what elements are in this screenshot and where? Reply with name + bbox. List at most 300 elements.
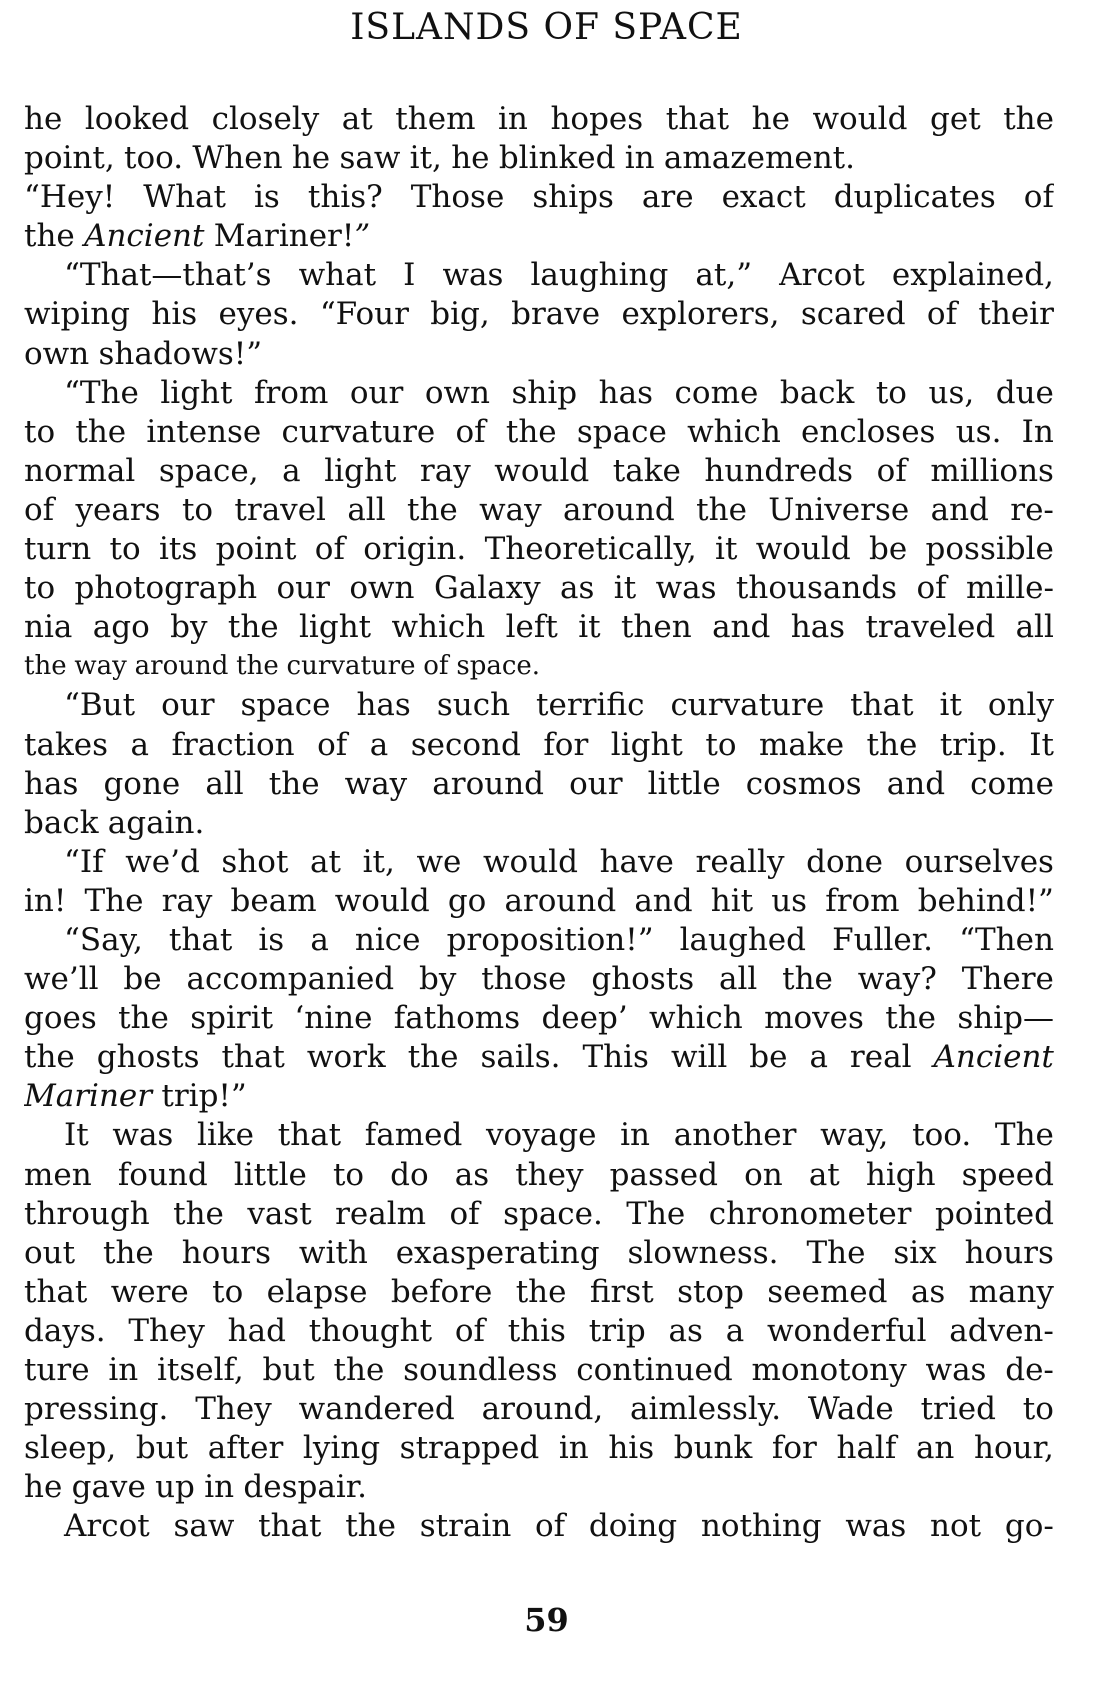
word: the [505, 413, 557, 450]
word: behind!” [917, 882, 1054, 919]
word: in [204, 1469, 235, 1506]
word: has [790, 609, 846, 646]
text-line [24, 1507, 1054, 1546]
word: origin. [363, 531, 467, 568]
word: beam [230, 882, 317, 919]
word: light [610, 726, 683, 763]
word: hit [710, 882, 754, 919]
word: have [599, 843, 674, 880]
word: Ancient [933, 1039, 1054, 1076]
word: in [620, 1117, 651, 1154]
word: all [205, 765, 244, 802]
word: “That—that’s [64, 257, 272, 294]
word: travel [234, 491, 326, 528]
word: the [103, 1234, 154, 1271]
word: around [504, 882, 617, 919]
word: spirit [190, 1000, 274, 1037]
word: elapse [266, 1273, 368, 1310]
word: we [416, 843, 462, 880]
word: way [74, 651, 127, 682]
word: shadows!” [98, 335, 263, 372]
word: and [930, 491, 989, 528]
word: the [782, 961, 833, 998]
text-line [24, 178, 1054, 217]
word: intense [146, 413, 262, 450]
word: normal [24, 452, 136, 489]
word: way? [857, 961, 937, 998]
word: exact [721, 179, 806, 216]
word: is [258, 921, 285, 958]
word: When [192, 140, 283, 177]
text-line [24, 452, 1054, 491]
word: In [1021, 413, 1054, 450]
word: they [515, 1156, 584, 1193]
word: many [968, 1273, 1054, 1310]
word: at [310, 843, 341, 880]
word: blinked [498, 140, 616, 177]
word: is [254, 179, 280, 216]
word: our [349, 374, 404, 411]
word: point [215, 531, 297, 568]
word: the [24, 1039, 75, 1076]
word: the [75, 413, 127, 450]
word: realm [335, 1195, 427, 1232]
word: continued [576, 1352, 733, 1388]
word: our [161, 687, 215, 724]
word: the [333, 1352, 385, 1388]
word: the [407, 491, 458, 528]
word: space [240, 687, 331, 724]
text-line [24, 374, 1054, 413]
word: Ancient [84, 218, 205, 255]
word: a [809, 1039, 828, 1076]
word: that [221, 1039, 285, 1076]
word: go- [1004, 1508, 1054, 1545]
word: would [812, 101, 908, 137]
word: possible [925, 531, 1054, 568]
word: as [668, 1312, 703, 1349]
word: point, [24, 140, 115, 177]
word: by [418, 961, 457, 998]
text-line [24, 530, 1054, 569]
word: men [24, 1156, 92, 1193]
word: slowness. [627, 1234, 779, 1271]
word: goes [24, 1000, 97, 1037]
word: left [505, 609, 558, 646]
word: amazement. [663, 140, 855, 177]
word: re- [1010, 491, 1054, 528]
word: had [227, 1312, 286, 1349]
text-line [24, 1234, 1054, 1273]
word: of [916, 570, 947, 607]
word: which [687, 413, 781, 450]
word: curvature [670, 687, 825, 724]
word: a [282, 452, 301, 489]
word: ourselves [904, 843, 1054, 880]
word: ‘nine [294, 1000, 373, 1037]
word: way [344, 765, 408, 802]
word: and [712, 609, 771, 646]
text-line [24, 1156, 1054, 1195]
word: he [24, 101, 63, 137]
word: are [641, 179, 694, 216]
word: Fuller. [832, 921, 934, 958]
word: of [455, 413, 486, 450]
word: the [236, 651, 279, 682]
text-line [24, 1077, 1054, 1116]
text-line [24, 335, 1054, 374]
word: famed [364, 1117, 463, 1154]
word: accompanied [186, 961, 395, 998]
word: ray [161, 882, 213, 919]
word: from [253, 374, 329, 411]
word: be [749, 1039, 788, 1076]
word: before [390, 1273, 493, 1310]
word: to [181, 491, 214, 528]
body-text [24, 100, 1054, 1546]
word: for [543, 726, 589, 763]
word: of [317, 726, 348, 763]
word: hours [181, 1234, 272, 1271]
word: our [569, 765, 623, 802]
word: get [930, 101, 981, 137]
word: the [866, 726, 918, 763]
word: It [64, 1117, 89, 1154]
text-line [24, 1351, 1054, 1390]
word: vast [247, 1195, 312, 1232]
word: exasperating [395, 1234, 600, 1271]
word: of [449, 1195, 480, 1232]
word: hours [964, 1234, 1054, 1271]
word: I [403, 257, 416, 294]
word: gone [103, 765, 181, 802]
word: wiping [24, 296, 131, 333]
word: do [390, 1156, 429, 1193]
word: fraction [171, 726, 295, 763]
text-line [24, 960, 1054, 999]
word: sails. [480, 1039, 561, 1076]
word: to [705, 726, 737, 763]
word: gave [71, 1469, 146, 1506]
word: around [432, 765, 545, 802]
word: voyage [486, 1117, 597, 1154]
text-line [24, 217, 1054, 256]
text-line [24, 1468, 1054, 1507]
word: six [893, 1234, 937, 1271]
word: this? [307, 179, 383, 216]
word: has [598, 374, 654, 411]
word: be [123, 961, 162, 998]
word: would [755, 531, 851, 568]
word: of [24, 491, 55, 528]
word: trip. [939, 726, 1007, 763]
word: ship [511, 374, 578, 411]
text-line [24, 686, 1054, 725]
word: soundless [403, 1352, 558, 1388]
word: Those [410, 179, 505, 216]
word: shot [221, 843, 289, 880]
word: to [875, 374, 907, 411]
word: despair. [243, 1469, 367, 1506]
word: chronometer [708, 1195, 912, 1232]
word: its [159, 531, 198, 568]
word: after [207, 1430, 284, 1467]
word: again. [107, 804, 205, 841]
word: to [212, 1273, 244, 1310]
word: at [341, 101, 373, 137]
word: adven- [949, 1312, 1054, 1349]
word: the [24, 651, 67, 682]
word: “If [64, 843, 104, 880]
word: a [310, 921, 329, 958]
text-line [24, 882, 1054, 921]
word: lying [302, 1430, 381, 1467]
word: wandered [298, 1391, 455, 1428]
word: were [110, 1273, 189, 1310]
word: ago [92, 609, 150, 646]
word: to [332, 1156, 365, 1193]
word: The [84, 882, 144, 919]
text-line [24, 804, 1054, 843]
word: we’ll [24, 961, 99, 998]
word: the [268, 765, 320, 802]
word: from [825, 882, 900, 919]
word: done [806, 843, 883, 880]
word: of [454, 1312, 485, 1349]
word: he [24, 1469, 63, 1506]
word: passed [609, 1156, 718, 1193]
word: own [24, 335, 90, 372]
word: Universe [768, 491, 910, 528]
word: cosmos [745, 765, 862, 802]
word: he [451, 140, 490, 177]
word: another [673, 1117, 797, 1154]
word: only [987, 687, 1054, 724]
word: moves [764, 1000, 864, 1037]
word: big, [430, 296, 490, 333]
word: was [845, 1508, 907, 1545]
word: stop [677, 1273, 744, 1310]
word: way, [820, 1117, 889, 1154]
word: itself, [156, 1352, 244, 1388]
word: an [915, 1430, 955, 1467]
word: at,” [695, 257, 753, 294]
word: explorers, [621, 296, 780, 333]
text-line [24, 1038, 1054, 1077]
word: eyes. [218, 296, 299, 333]
word: as [454, 1156, 490, 1193]
word: and [634, 882, 693, 919]
word: for [771, 1430, 817, 1467]
word: in! [24, 882, 67, 919]
word: was [112, 1117, 174, 1154]
word: Mariner [24, 1078, 153, 1115]
word: ray [419, 452, 471, 489]
word: in [624, 140, 655, 177]
word: first [589, 1273, 654, 1310]
word: in [558, 1430, 589, 1467]
word: “Say, [64, 921, 143, 958]
word: real [849, 1039, 912, 1076]
word: “But [64, 687, 136, 724]
word: Galaxy [433, 570, 541, 607]
word: trip [588, 1312, 646, 1349]
word: ture [24, 1352, 90, 1388]
word: hopes [550, 101, 644, 137]
word: hour, [974, 1430, 1054, 1467]
word: with [298, 1234, 368, 1271]
text-line [24, 999, 1054, 1038]
word: proposition!” [446, 921, 654, 958]
word: of [876, 452, 907, 489]
word: it [939, 687, 962, 724]
word: of [423, 651, 449, 682]
word: it [613, 570, 637, 607]
word: “The [64, 374, 139, 411]
word: then [620, 609, 692, 646]
word: space. [456, 651, 541, 682]
word: de- [1005, 1352, 1054, 1388]
word: will [670, 1039, 728, 1076]
word: the [118, 1000, 169, 1037]
word: half [836, 1430, 897, 1467]
word: scared [800, 296, 906, 333]
text-line [24, 256, 1054, 295]
word: They [128, 1312, 205, 1349]
word: closely [211, 101, 320, 137]
text-line [24, 1312, 1054, 1351]
word: ghosts [591, 961, 695, 998]
word: was [655, 570, 717, 607]
word: in [498, 101, 528, 137]
word: that [168, 921, 233, 958]
word: and [886, 765, 946, 802]
word: was [925, 1352, 987, 1388]
word: Arcot [779, 257, 865, 294]
word: around [563, 491, 675, 528]
word: wonderful [766, 1312, 927, 1349]
word: own [424, 374, 490, 411]
word: sleep, [24, 1430, 117, 1467]
text-line [24, 1429, 1054, 1468]
word: light [160, 374, 233, 411]
word: The [626, 1195, 686, 1232]
word: explained, [891, 257, 1054, 294]
text-line [24, 491, 1054, 530]
word: to [109, 531, 141, 568]
word: traveled [865, 609, 996, 646]
word: brave [511, 296, 601, 333]
word: own [349, 570, 415, 607]
word: They [195, 1391, 272, 1428]
text-line [24, 139, 1054, 178]
word: takes [24, 726, 108, 763]
word: like [197, 1117, 255, 1154]
word: around [134, 651, 229, 682]
word: a [369, 726, 389, 763]
word: duplicates [833, 179, 996, 216]
word: them [395, 101, 476, 137]
word: tried [920, 1391, 996, 1428]
word: all [1015, 609, 1054, 646]
word: ship— [957, 1000, 1054, 1037]
word: nothing [700, 1508, 822, 1545]
word: it [715, 531, 738, 568]
word: the [173, 1195, 224, 1232]
word: he [291, 140, 331, 177]
word: not [930, 1508, 982, 1545]
word: of [535, 1508, 566, 1545]
word: curvature [281, 413, 436, 450]
word: days. [24, 1312, 106, 1349]
text-line [24, 843, 1054, 882]
word: work [306, 1039, 386, 1076]
word: take [612, 452, 681, 489]
word: of [1023, 179, 1054, 216]
word: saw [339, 140, 401, 177]
word: has [356, 687, 411, 724]
word: laughing [530, 257, 669, 294]
word: too. [124, 140, 184, 177]
word: the [515, 1273, 567, 1310]
word: millions [930, 452, 1054, 489]
word: as [910, 1273, 946, 1310]
word: but [262, 1352, 315, 1388]
word: years [75, 491, 161, 528]
word: trip!” [161, 1078, 247, 1115]
word: come [674, 374, 759, 411]
word: seemed [767, 1273, 888, 1310]
word: It [1029, 726, 1054, 763]
word: laughed [679, 921, 807, 958]
word: There [961, 961, 1054, 998]
word: out [24, 1234, 76, 1271]
word: the [1003, 101, 1054, 137]
word: that [24, 1273, 88, 1310]
text-line [24, 569, 1054, 608]
word: monotony [751, 1352, 907, 1388]
word: high [865, 1156, 936, 1193]
word: of [926, 296, 958, 333]
word: strain [419, 1508, 512, 1545]
word: has [24, 765, 79, 802]
text-line [24, 1116, 1054, 1155]
word: be [869, 531, 908, 568]
page-number: 59 [524, 1601, 569, 1639]
word: what [298, 257, 377, 294]
word: pressing. [24, 1391, 169, 1428]
word: but [135, 1430, 189, 1467]
word: he [751, 101, 790, 137]
text-line [24, 765, 1054, 804]
word: looked [84, 101, 190, 137]
word: curvature [286, 651, 416, 682]
word: would [334, 882, 430, 919]
word: What [143, 179, 226, 216]
word: us [771, 882, 808, 919]
word: come [970, 765, 1054, 802]
word: little [647, 765, 721, 802]
word: in [108, 1352, 139, 1388]
word: “Hey! [24, 179, 116, 216]
word: bunk [673, 1430, 753, 1467]
word: on [744, 1156, 783, 1193]
word: through [24, 1195, 150, 1232]
word: up [155, 1469, 195, 1506]
word: “Then [959, 921, 1054, 958]
word: which [649, 1000, 743, 1037]
text-line [24, 295, 1054, 334]
